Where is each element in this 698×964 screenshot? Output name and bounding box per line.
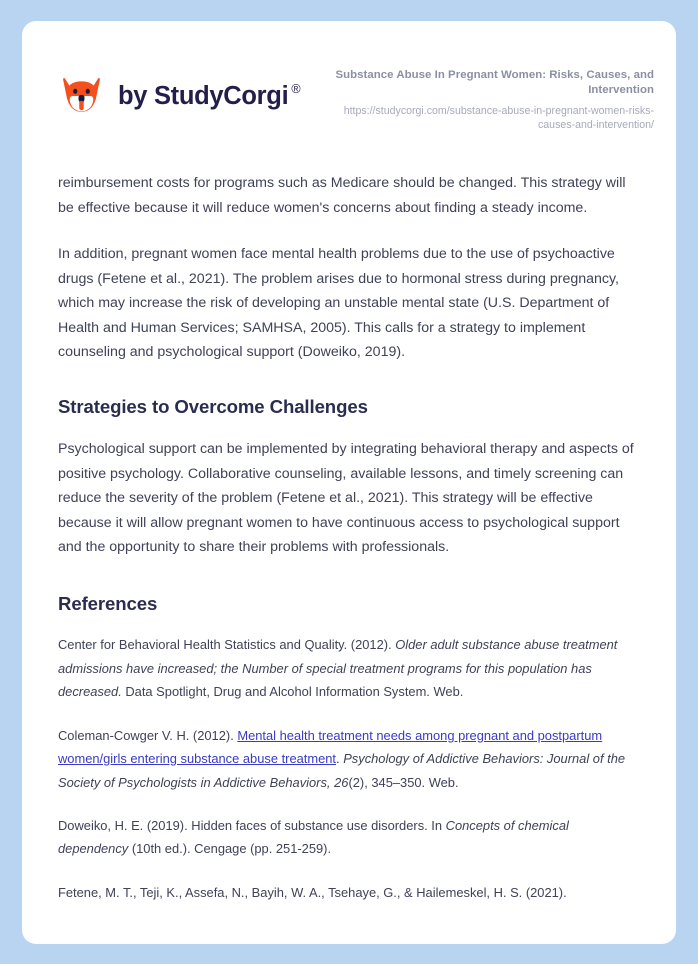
reference-entry — [58, 881, 640, 904]
reference-entry — [58, 814, 640, 861]
brand-lockup — [58, 66, 300, 120]
reference-text: Coleman-Cowger V. H. (2012). — [58, 727, 238, 743]
corgi-face-icon — [58, 72, 105, 120]
reference-title-italic: Older adult substance abuse treatment admissions have increased; the Number of special treatment programs for this population has decreased. — [58, 637, 618, 700]
reference-entry — [58, 633, 640, 703]
body-paragraph: Psychological support can be implemented by integrating behavioral therapy and aspects of positive psychology. Collaborative counseling, available lessons, and timely screening can reduce the severity of the problem (Fetene et al., 2021). This strategy will be effective because it will allow pregnant women to have continuous access to psychological support and the opportunity to share their problems with professionals. — [58, 441, 634, 556]
reference-text: (10th ed.). Cengage (pp. 251-259). — [128, 841, 332, 857]
brand-wordmark — [118, 82, 300, 111]
reference-text: Center for Behavioral Health Statistics and Quality. (2012). — [58, 637, 396, 653]
references-heading: References — [58, 592, 158, 614]
reference-entry — [58, 724, 640, 794]
body-paragraph: In addition, pregnant women face mental health problems due to the use of psychoactive drugs (Fetene et al., 2021). The problem arises due to hormonal stress during pregnancy, which may increase the risk of developing an unstable mental state (U.S. Department of Health and Human Services; SAMHSA, 2005). This calls for a strategy to implement counseling and psychological support (Doweiko, 2019). — [58, 246, 619, 361]
document-page — [22, 21, 676, 944]
reference-title-italic: Concepts of chemical dependency — [58, 818, 569, 857]
registered-trademark-icon: ® — [291, 81, 301, 96]
document-url: https://studycorgi.com/substance-abuse-in-pregnant-women-risks-causes-and-intervention/ — [343, 104, 654, 132]
document-title: Substance Abuse In Pregnant Women: Risks, Causes, and Intervention — [335, 69, 654, 97]
reference-text: Fetene, M. T., Teji, K., Assefa, N., Bayih, W. A., Tsehaye, G., & Hailemeskel, H. S. (2021). — [58, 884, 567, 900]
section-heading: Strategies to Overcome Challenges — [58, 395, 368, 417]
header-document-meta — [309, 66, 654, 133]
body-paragraph: reimbursement costs for programs such as Medicare should be changed. This strategy will be effective because it will reduce women's concerns about finding a steady income. — [58, 175, 626, 216]
reference-text: Doweiko, H. E. (2019). Hidden faces of substance use disorders. In — [58, 818, 446, 833]
reference-link[interactable]: Mental health treatment needs among pregnant and postpartum women/girls entering substance abuse treatment — [58, 727, 603, 767]
reference-text: Data Spotlight, Drug and Alcohol Information System. Web. — [121, 684, 464, 700]
reference-journal-italic: Psychology of Addictive Behaviors: Journal of the Society of Psychologists in Addictive Behaviors, 26 — [58, 751, 626, 790]
document-body — [22, 171, 676, 904]
document-header — [22, 21, 676, 133]
reference-text: . — [336, 751, 344, 767]
reference-text: (2), 345–350. Web. — [348, 774, 459, 790]
brand-name-text: by StudyCorgi — [118, 81, 289, 110]
